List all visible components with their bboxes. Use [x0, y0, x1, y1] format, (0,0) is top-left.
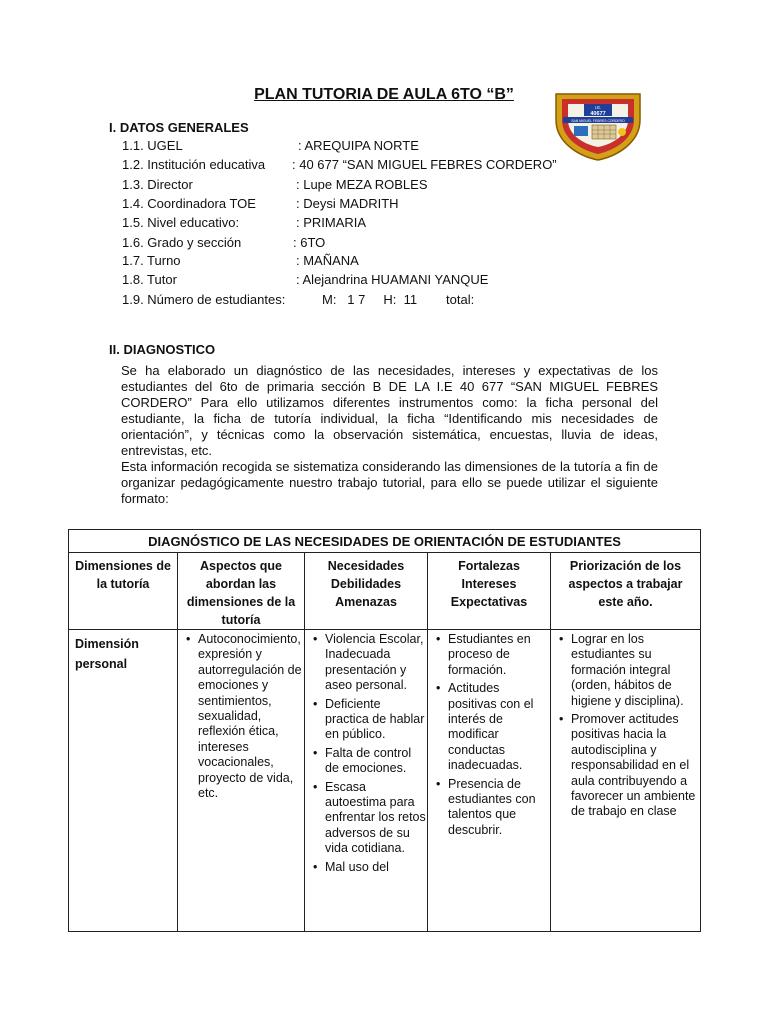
list-item: • Violencia Escolar, Inadecuada presentación y aseo personal.: [325, 632, 427, 694]
field-nivel: [122, 215, 367, 230]
cell-dimension: Dimensión personal: [69, 630, 178, 932]
table-row: [69, 630, 701, 932]
field-turno: [122, 253, 359, 268]
document-title: PLAN TUTORIA DE AULA 6TO “B”: [254, 86, 514, 103]
field-ugel-value: : AREQUIPA NORTE: [298, 138, 419, 153]
header-priorizacion: Priorización de los aspectos a trabajar este año.: [551, 553, 701, 630]
field-ugel: [122, 138, 419, 153]
cell-aspectos: [178, 630, 305, 932]
header-dimensiones: Dimensiones de la tutoría: [69, 553, 178, 630]
field-coordinadora: [122, 196, 399, 211]
cell-necesidades: [305, 630, 428, 932]
list-item: • Deficiente practica de hablar en público.: [325, 697, 427, 743]
logo-ie-text: I.E.: [594, 105, 602, 110]
section-datos-generales-heading: I. DATOS GENERALES: [109, 120, 249, 135]
field-tutor: [122, 272, 489, 287]
field-director-label: 1.3. Director: [122, 177, 193, 192]
logo-number-text: 40677: [590, 111, 606, 117]
field-grado-value: : 6TO: [293, 235, 326, 250]
list-item: • Mal uso del: [325, 860, 427, 875]
list-item: • Promover actitudes positivas hacia la autodisciplina y responsabilidad en el aula contribuyendo a favorecer un ambiente de trabajo en clase: [571, 712, 700, 820]
field-institucion-label: 1.2. Institución educativa: [122, 157, 266, 172]
diagnostico-table: [68, 529, 701, 932]
header-aspectos: Aspectos que abordan las dimensiones de la tutoría: [178, 553, 305, 630]
field-turno-value: : MAÑANA: [296, 253, 359, 268]
cell-priorizacion: [551, 630, 701, 932]
field-tutor-value: : Alejandrina HUAMANI YANQUE: [296, 272, 489, 287]
list-item: • Presencia de estudiantes con talentos que descubrir.: [448, 777, 550, 839]
field-institucion-value: : 40 677 “SAN MIGUEL FEBRES CORDERO”: [292, 157, 557, 172]
list-item: • Falta de control de emociones.: [325, 746, 427, 777]
field-grado-label: 1.6. Grado y sección: [122, 235, 242, 250]
field-director-value: : Lupe MEZA ROBLES: [296, 177, 428, 192]
cell-fortalezas: [428, 630, 551, 932]
field-grado: [122, 235, 326, 250]
field-numero-estudiantes-label: 1.9. Número de estudiantes:: [122, 292, 286, 307]
section-diagnostico-heading: II. DIAGNOSTICO: [109, 342, 216, 357]
logo-ribbon-text: SAN MIGUEL FEBRES CORDERO: [571, 118, 625, 123]
field-numero-estudiantes-value: M: 1 7 H: 11 total:: [322, 292, 475, 307]
field-ugel-label: 1.1. UGEL: [122, 138, 183, 153]
table-caption: DIAGNÓSTICO DE LAS NECESIDADES DE ORIENTACIÓN DE ESTUDIANTES: [69, 530, 701, 553]
list-item: • Escasa autoestima para enfrentar los retos adversos de su vida cotidiana.: [325, 780, 427, 857]
list-item: • Actitudes positivas con el interés de modificar conductas inadecuadas.: [448, 681, 550, 773]
list-item: • Autoconocimiento, expresión y autorregulación de emociones y sentimientos, sexualidad, reflexión ética, intereses vocacionales, proyecto de vida, etc.: [198, 632, 304, 801]
field-numero-estudiantes: [122, 292, 475, 307]
field-director: [122, 177, 428, 192]
field-coordinadora-label: 1.4. Coordinadora TOE: [122, 196, 256, 211]
diagnostico-paragraph-1: Se ha elaborado un diagnóstico de las necesidades, intereses y expectativas de los estudiantes del 6to de primaria sección B DE LA I.E 40 677 “SAN MIGUEL FEBRES CORDERO” Para ello utilizamos diferentes instrumentos como: la ficha personal del estudiante, la ficha de tutoría individual, la ficha “Identificando mis necesidades de orientación”, y técnicas como la observación sistemática, encuestas, lluvia de ideas, entrevistas, etc.: [121, 363, 658, 458]
field-turno-label: 1.7. Turno: [122, 253, 181, 268]
field-institucion: [122, 157, 557, 172]
field-nivel-label: 1.5. Nivel educativo:: [122, 215, 240, 230]
list-item: • Lograr en los estudiantes su formación integral (orden, hábitos de higiene y disciplina).: [571, 632, 700, 709]
diagnostico-paragraph-2: Esta información recogida se sistematiza considerando las dimensiones de la tutoría a fin de organizar pedagógicamente nuestro trabajo tutorial, para ello se puede utilizar el siguiente formato:: [121, 459, 658, 506]
header-necesidades: Necesidades Debilidades Amenazas: [305, 553, 428, 630]
list-item: • Estudiantes en proceso de formación.: [448, 632, 550, 678]
field-nivel-value: : PRIMARIA: [296, 215, 367, 230]
field-tutor-label: 1.8. Tutor: [122, 272, 177, 287]
header-fortalezas: Fortalezas Intereses Expectativas: [428, 553, 551, 630]
school-crest-logo: [552, 90, 644, 162]
field-coordinadora-value: : Deysi MADRITH: [296, 196, 399, 211]
